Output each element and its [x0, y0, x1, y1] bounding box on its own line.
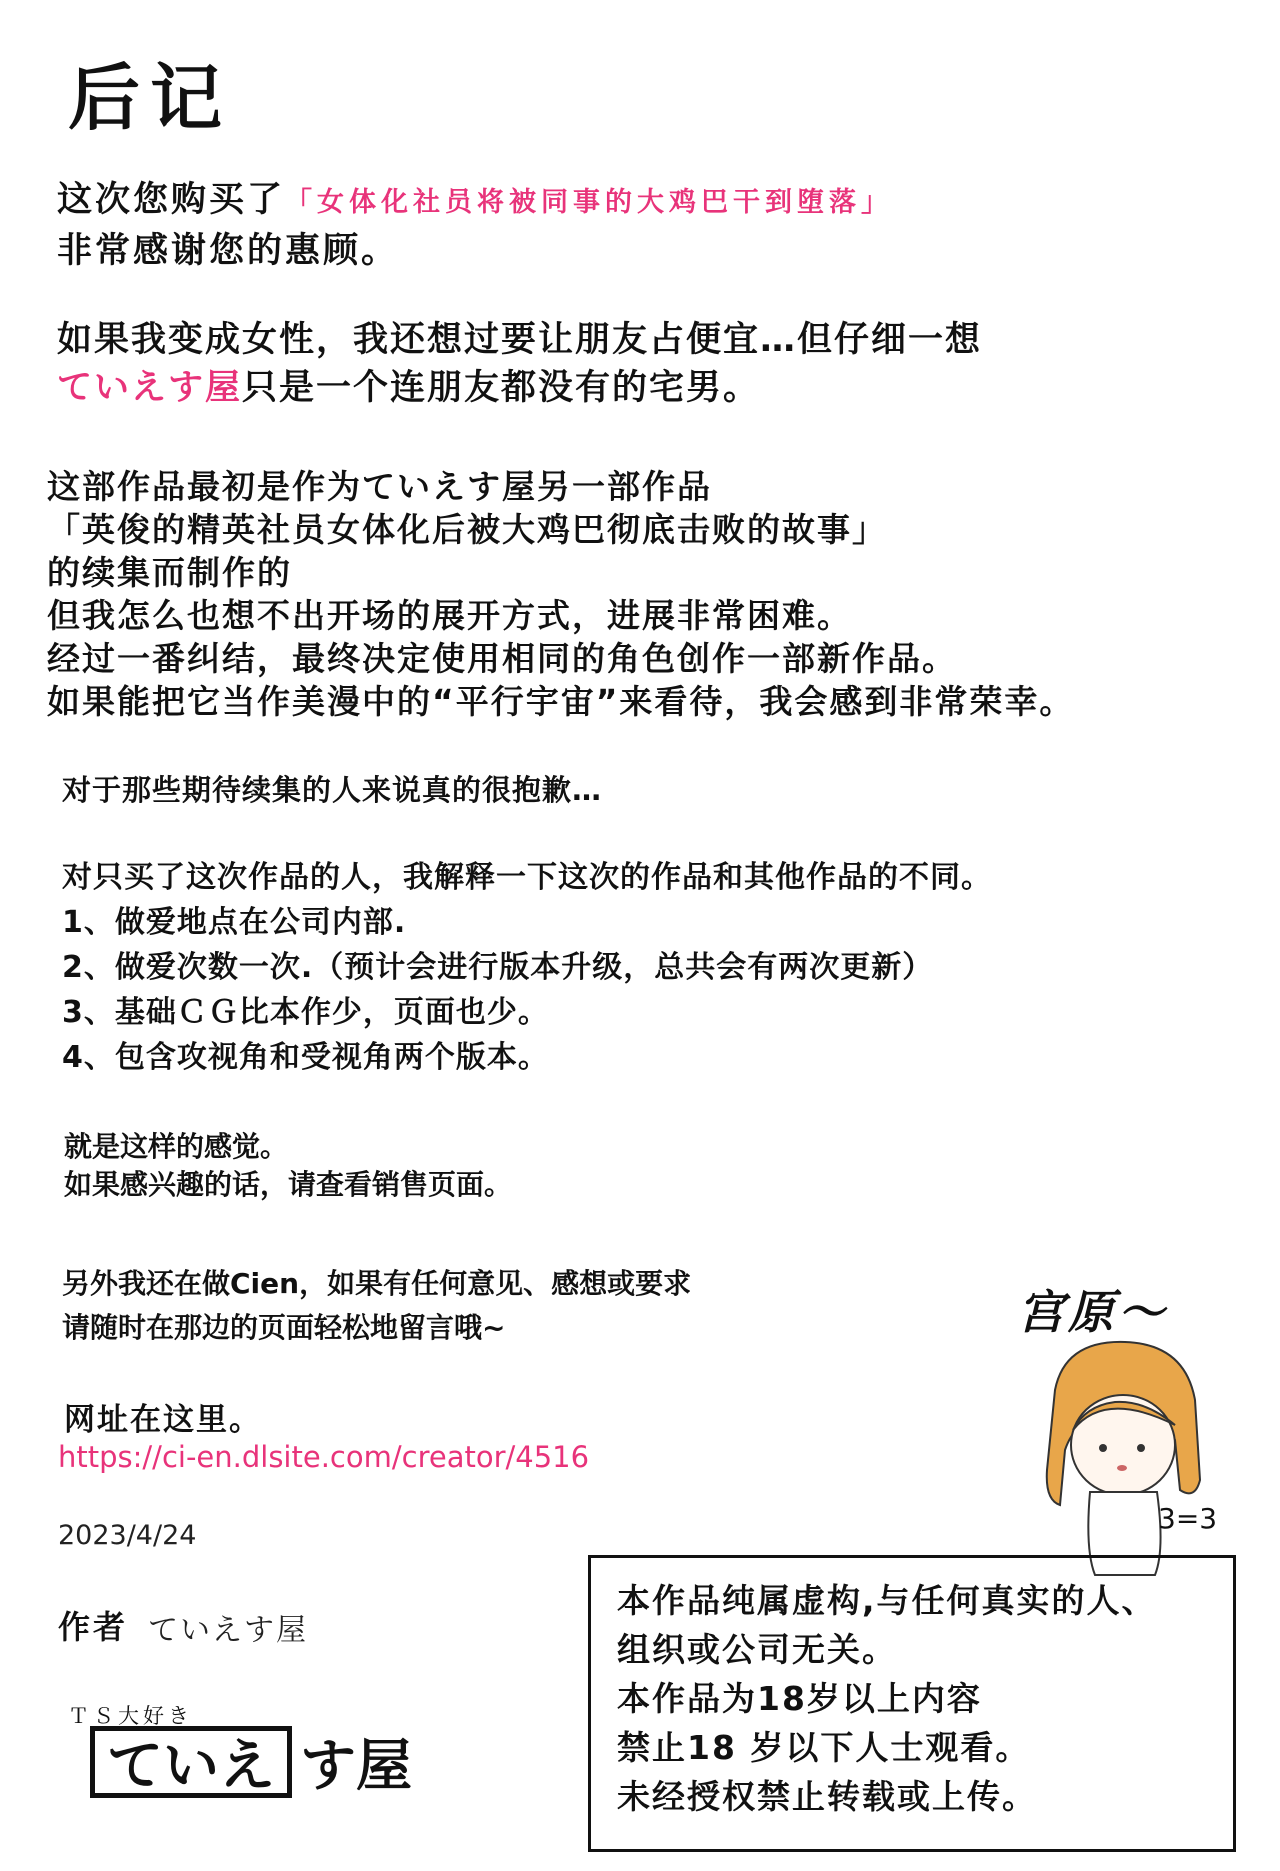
- work-title: 「女体化社员将被同事的大鸡巴干到堕落」: [285, 187, 894, 218]
- disclaimer-box: [588, 1555, 1236, 1852]
- cien-link[interactable]: https://ci-en.dlsite.com/creator/4516: [58, 1440, 590, 1474]
- para2-line2: 只是一个连朋友都没有的宅男。: [242, 368, 761, 408]
- para5-line: 3、基础ＣＧ比本作少，页面也少。: [62, 995, 549, 1030]
- para5-line: 1、做爱地点在公司内部.: [62, 905, 407, 940]
- author-label: 作者: [58, 1608, 129, 1646]
- para6-line: 就是这样的感觉。: [64, 1130, 289, 1163]
- disclaimer-line: 禁止18 岁以下人士观看。: [617, 1728, 1031, 1767]
- para3-line: 的续集而制作的: [47, 553, 292, 592]
- disclaimer-line: 组织或公司无关。: [617, 1630, 897, 1669]
- logo-subtitle: ＴＳ大好き: [68, 1704, 193, 1728]
- para7-line: 另外我还在做Cien，如果有任何意见、感想或要求: [62, 1267, 692, 1300]
- para3-line: 如果能把它当作美漫中的“平行宇宙”来看待，我会感到非常荣幸。: [47, 682, 1075, 721]
- para6-line: 如果感兴趣的话，请查看销售页面。: [64, 1168, 513, 1201]
- logo-tail-text: す屋: [300, 1734, 412, 1799]
- logo-boxed-text: ていえ: [90, 1726, 292, 1798]
- paragraph-2: [57, 316, 982, 412]
- url-label: 网址在这里。: [64, 1402, 262, 1438]
- para3-line: 但我怎么也想不出开场的展开方式，进展非常困难。: [47, 596, 852, 635]
- chibi-character-illustration: [995, 1330, 1235, 1590]
- circle-name: ていえす屋: [57, 368, 243, 408]
- disclaimer-line: 未经授权禁止转载或上传。: [617, 1777, 1037, 1816]
- intro-thanks: 非常感谢您的惠顾。: [57, 231, 400, 271]
- sigh-mark: 3=3: [1158, 1502, 1218, 1535]
- para2-line1: 如果我变成女性，我还想过要让朋友占便宜…但仔细一想: [57, 320, 983, 360]
- para5-line: 对只买了这次作品的人，我解释一下这次的作品和其他作品的不同。: [62, 860, 992, 895]
- intro-paragraph: [57, 176, 893, 275]
- page-title: 后记: [68, 56, 233, 140]
- intro-lead: 这次您购买了: [57, 180, 286, 220]
- disclaimer-line: 本作品纯属虚构,与任何真实的人、: [617, 1581, 1157, 1620]
- para3-line: 这部作品最初是作为ていえす屋另一部作品: [47, 467, 712, 506]
- author-name: ていえす屋: [148, 1613, 308, 1648]
- character-name: 宫原～: [1018, 1285, 1168, 1339]
- paragraph-3: [47, 465, 1074, 723]
- date: 2023/4/24: [58, 1520, 197, 1551]
- para3-line: 经过一番纠结，最终决定使用相同的角色创作一部新作品。: [47, 639, 957, 678]
- paragraph-4: 对于那些期待续集的人来说真的很抱歉…: [62, 773, 603, 807]
- circle-logo: [90, 1727, 412, 1797]
- paragraph-7: [62, 1262, 691, 1350]
- paragraph-5: [62, 855, 992, 1080]
- para7-line: 请随时在那边的页面轻松地留言哦~: [62, 1311, 506, 1344]
- disclaimer-line: 本作品为18岁以上内容: [617, 1679, 982, 1718]
- para5-line: 4、包含攻视角和受视角两个版本。: [62, 1040, 549, 1075]
- para3-line: 「英俊的精英社员女体化后被大鸡巴彻底击败的故事」: [47, 510, 887, 549]
- paragraph-6: [64, 1128, 512, 1204]
- para5-line: 2、做爱次数一次.（预计会进行版本升级，总共会有两次更新）: [62, 950, 934, 985]
